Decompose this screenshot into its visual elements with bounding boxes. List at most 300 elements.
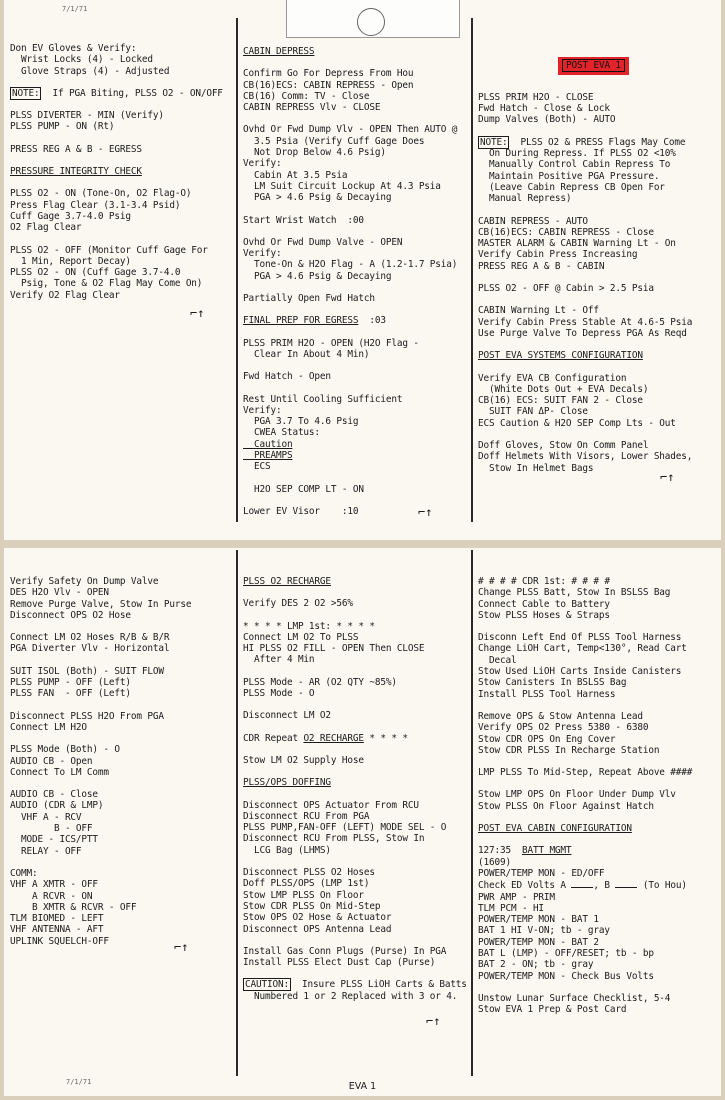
checklist-line	[478, 328, 717, 339]
checklist-text: PLSS O2 - ON (Tone-On, O2 Flag-O)	[10, 188, 192, 200]
checklist-line	[243, 755, 467, 766]
checklist-text: Stow Used LiOH Carts Inside Canisters	[478, 666, 682, 678]
line-gap	[478, 756, 717, 767]
checklist-line	[243, 293, 467, 304]
checklist-text: PRESS REG A & B - CABIN	[478, 260, 605, 272]
checklist-text: CB(16) Comm: TV - Close	[243, 90, 370, 102]
checklist-text: VHF ANTENNA - AFT	[10, 924, 104, 936]
checklist-line	[478, 261, 717, 272]
checklist-text: (Leave Cabin Repress CB Open For	[478, 181, 665, 193]
checklist-text: Cuff Gage 3.7-4.0 Psig	[10, 210, 131, 222]
checklist-line	[243, 461, 467, 472]
checklist-line	[243, 192, 467, 203]
checklist-line	[10, 924, 232, 935]
line-gap	[10, 155, 232, 166]
checklist-text: CWEA Status:	[243, 427, 320, 439]
checklist-line	[243, 102, 467, 113]
checklist-line	[10, 834, 232, 845]
top-column-2	[237, 0, 471, 540]
checklist-text: VHF A - RCV	[10, 811, 82, 823]
checklist-text: Verify:	[243, 248, 282, 260]
checklist-line	[243, 878, 467, 889]
line-gap	[243, 789, 467, 800]
checklist-text: PGA > 4.6 Psig & Decaying	[243, 270, 392, 282]
checklist-line	[243, 450, 467, 461]
checklist-line	[243, 598, 467, 609]
checklist-text: Partially Open Fwd Hatch	[243, 293, 375, 305]
checklist-text: Verify DES 2 O2 >56%	[243, 598, 353, 610]
checklist-text: POST EVA SYSTEMS CONFIGURATION	[478, 350, 643, 362]
checklist-line	[478, 857, 717, 868]
blank-field	[615, 879, 637, 888]
checklist-line	[478, 959, 717, 970]
checklist-line	[243, 890, 467, 901]
checklist-text: MASTER ALARM & CABIN Warning Lt - On	[478, 238, 676, 250]
line-gap	[243, 610, 467, 621]
checklist-line	[10, 846, 232, 857]
checklist-text: POWER/TEMP MON - Check Bus Volts	[478, 970, 654, 982]
line-gap	[478, 339, 717, 350]
checklist-text: Verify O2 Flag Clear	[10, 289, 120, 301]
checklist-text: PLSS O2 - OFF (Monitor Cuff Gage For	[10, 244, 208, 256]
date-mark: 7/1/71	[66, 1078, 92, 1086]
checklist-line	[243, 427, 467, 438]
bottom-column-3	[472, 548, 721, 1096]
checklist-line	[243, 811, 467, 822]
checklist-text: POWER/TEMP MON - ED/OFF	[478, 867, 605, 879]
checklist-line	[478, 418, 717, 429]
checklist-line	[10, 722, 232, 733]
line-gap	[10, 700, 232, 711]
checklist-line	[243, 822, 467, 833]
checklist-text: Doff Gloves, Stow On Comm Panel	[478, 440, 649, 452]
checklist-line	[243, 924, 467, 935]
checklist-text: Remove OPS & Stow Antenna Lead	[478, 710, 643, 722]
checklist-text: Connect Cable to Battery	[478, 598, 610, 610]
date-mark: 7/1/71	[62, 5, 88, 13]
checklist-line	[10, 677, 232, 688]
checklist-text: Fwd Hatch - Close & Lock	[478, 103, 610, 115]
checklist-line	[478, 103, 717, 114]
checklist-line	[10, 632, 232, 643]
bottom-column-1	[4, 548, 236, 1096]
checklist-line	[478, 914, 717, 925]
checklist-line	[478, 576, 717, 587]
checklist-line	[478, 587, 717, 598]
checklist-text: (1609)	[478, 856, 511, 868]
line-gap	[10, 857, 232, 868]
checklist-text: COMM:	[10, 867, 38, 879]
checklist-text: CABIN REPRESS - AUTO	[478, 215, 588, 227]
checklist-line	[478, 599, 717, 610]
checklist-line	[10, 868, 232, 879]
checklist-line	[243, 237, 467, 248]
checklist-text: (White Dots Out + EVA Decals)	[478, 383, 649, 395]
checklist-line	[478, 317, 717, 328]
checklist-line	[10, 54, 232, 65]
continue-arrow-icon: ⌐↑	[174, 940, 189, 954]
checklist-line	[478, 745, 717, 756]
line-gap	[243, 766, 467, 777]
checklist-text: AUDIO (CDR & LMP)	[10, 800, 104, 812]
checklist-text: VHF A XMTR - OFF	[10, 879, 98, 891]
checklist-text: Stow EVA 1 Prep & Post Card	[478, 1004, 627, 1016]
checklist-text: Manual Repress)	[478, 193, 572, 205]
checklist-text: Disconnect RCU From PGA	[243, 810, 370, 822]
checklist-line	[10, 222, 232, 233]
line-gap	[10, 177, 232, 188]
checklist-text: Fwd Hatch - Open	[243, 371, 331, 383]
post-eva-label: POST EVA 1	[558, 57, 629, 74]
checklist-line	[243, 484, 467, 495]
checklist-line	[243, 147, 467, 158]
checklist-line	[478, 451, 717, 462]
checklist-line	[243, 158, 467, 169]
continue-arrow-icon: ⌐↑	[418, 505, 433, 519]
checklist-text: Ovhd Or Fwd Dump Valve - OPEN	[243, 236, 403, 248]
checklist-line	[478, 137, 717, 148]
checklist-text: DES H2O Vlv - OPEN	[10, 587, 109, 599]
checklist-text: CABIN REPRESS Vlv - CLOSE	[243, 102, 381, 114]
line-gap	[10, 655, 232, 666]
checklist-text: PLSS O2 - OFF @ Cabin > 2.5 Psia	[478, 283, 654, 295]
checklist-line	[478, 406, 717, 417]
checklist-text: (To Hou)	[637, 880, 687, 892]
checklist-text: Stow CDR OPS On Eng Cover	[478, 733, 616, 745]
checklist-line	[10, 891, 232, 902]
checklist-text: FINAL PREP FOR EGRESS	[243, 315, 359, 327]
checklist-line	[243, 215, 467, 226]
checklist-line	[243, 439, 467, 450]
checklist-line	[478, 283, 717, 294]
checklist-line	[10, 188, 232, 199]
checklist-text: Manually Control Cabin Repress To	[478, 159, 671, 171]
checklist-line	[478, 159, 717, 170]
line-gap	[478, 429, 717, 440]
checklist-line	[478, 373, 717, 384]
checklist-line	[243, 946, 467, 957]
checklist-text: PLSS O2 - ON (Cuff Gage 3.7-4.0	[10, 267, 181, 279]
checklist-line	[478, 384, 717, 395]
checklist-text: AUDIO CB - Open	[10, 755, 93, 767]
checklist-line	[478, 971, 717, 982]
checklist-text: Disconnect OPS O2 Hose	[10, 609, 131, 621]
checklist-text: RELAY - OFF	[10, 845, 82, 857]
checklist-text: PLSS PUMP,FAN-OFF (LEFT) MODE SEL - O	[243, 822, 447, 834]
checklist-text: CDR Repeat	[243, 732, 304, 744]
checklist-line	[10, 121, 232, 132]
checklist-line	[243, 710, 467, 721]
checklist-text: Install PLSS Elect Dust Cap (Purse)	[243, 957, 436, 969]
line-gap	[478, 812, 717, 823]
checklist-text: CB(16)ECS: CABIN REPRESS - Close	[478, 226, 654, 238]
checklist-text: Stow LMP OPS On Floor Under Dump Vlv	[478, 789, 676, 801]
checklist-line	[10, 144, 232, 155]
checklist-line	[243, 654, 467, 665]
checklist-text: Change LiOH Cart, Temp<130°, Read Cart	[478, 643, 687, 655]
continue-arrow-icon: ⌐↑	[660, 470, 675, 484]
checklist-line	[10, 43, 232, 54]
checklist-line	[243, 912, 467, 923]
checklist-line	[243, 643, 467, 654]
checklist-text: LCG Bag (LHMS)	[243, 844, 331, 856]
checklist-line	[10, 576, 232, 587]
checklist-line	[243, 800, 467, 811]
checklist-line	[478, 879, 717, 891]
checklist-line	[478, 395, 717, 406]
checklist-line	[478, 868, 717, 879]
checklist-text: * * * * LMP 1st: * * * *	[243, 620, 375, 632]
checklist-line	[243, 80, 467, 91]
checklist-line	[10, 789, 232, 800]
line-gap	[243, 113, 467, 124]
checklist-text: SUIT ISOL (Both) - SUIT FLOW	[10, 665, 164, 677]
line-gap	[243, 744, 467, 755]
checklist-text: PLSS Mode (Both) - O	[10, 744, 120, 756]
checklist-text: Psig, Tone & O2 Flag May Come On)	[10, 278, 203, 290]
checklist-text: Insure PLSS LiOH Carts & Batts	[301, 979, 467, 991]
line-gap	[243, 473, 467, 484]
checklist-line	[10, 610, 232, 621]
checklist-line	[478, 171, 717, 182]
checklist-text: ECS	[243, 461, 271, 473]
line-gap	[478, 294, 717, 305]
checklist-text: Not Drop Below 4.6 Psig)	[243, 147, 386, 159]
checklist-text: PGA 3.7 To 4.6 Psig	[243, 416, 359, 428]
checklist-text: Lower EV Visor :10	[243, 505, 359, 517]
checklist-text: POWER/TEMP MON - BAT 2	[478, 936, 599, 948]
checklist-text: BAT L (LMP) - OFF/RESET; tb - bp	[478, 948, 654, 960]
checklist-line	[478, 216, 717, 227]
checklist-text: A RCVR - ON	[10, 890, 93, 902]
checklist-text: Change PLSS Batt, Stow In BSLSS Bag	[478, 587, 671, 599]
checklist-line	[243, 632, 467, 643]
checklist-text: PGA Diverter Vlv - Horizontal	[10, 643, 170, 655]
line-gap	[478, 834, 717, 845]
line-gap	[243, 699, 467, 710]
checklist-text: Stow CDR PLSS In Recharge Station	[478, 744, 660, 756]
checklist-text: Verify Safety On Dump Valve	[10, 576, 159, 587]
checklist-text: Disconnect LM O2	[243, 710, 331, 722]
note-label: CAUTION:	[245, 979, 289, 991]
checklist-text: O2 Flag Clear	[10, 222, 82, 234]
blank-field	[571, 879, 593, 888]
checklist-line	[478, 903, 717, 914]
line-gap	[10, 234, 232, 245]
checklist-text: MODE - ICS/PTT	[10, 834, 98, 846]
note-label: NOTE:	[12, 87, 40, 99]
checklist-text: Doff Helmets With Visors, Lower Shades,	[478, 451, 693, 463]
line-gap	[10, 133, 232, 144]
checklist-line	[10, 688, 232, 699]
checklist-line	[478, 1004, 717, 1015]
checklist-text: POWER/TEMP MON - BAT 1	[478, 914, 599, 926]
line-gap	[243, 327, 467, 338]
checklist-text: Stow CDR PLSS On Mid-Step	[243, 900, 381, 912]
checklist-line	[243, 677, 467, 688]
top-column-1	[4, 0, 236, 540]
checklist-text: Confirm Go For Depress From Hou	[243, 68, 414, 80]
checklist-line	[478, 92, 717, 103]
checklist-line	[243, 271, 467, 282]
line-gap	[10, 621, 232, 632]
checklist-text: Verify OPS O2 Press 5380 - 6380	[478, 722, 649, 734]
checklist-text: CB(16) ECS: SUIT FAN 2 - Close	[478, 395, 643, 407]
checklist-text: Verify Cabin Press Stable At 4.6-5 Psia	[478, 316, 693, 328]
checklist-line	[10, 800, 232, 811]
checklist-line	[243, 777, 467, 788]
checklist-text: PLSS O2 RECHARGE	[243, 576, 331, 587]
checklist-line	[478, 767, 717, 778]
checklist-line	[478, 114, 717, 125]
note-label: NOTE:	[480, 136, 508, 148]
checklist-text: BAT 2 - ON; tb - gray	[478, 959, 594, 971]
line-gap	[243, 226, 467, 237]
line-gap	[243, 722, 467, 733]
checklist-text: PLSS PRIM H2O - CLOSE	[478, 91, 594, 103]
checklist-line	[478, 666, 717, 677]
line-gap	[243, 204, 467, 215]
checklist-line	[243, 991, 467, 1002]
checklist-line	[10, 290, 232, 301]
checklist-text: Unstow Lunar Surface Checklist, 5-4	[478, 992, 671, 1004]
checklist-line	[10, 166, 232, 177]
checklist-line	[10, 902, 232, 913]
checklist-text: Verify:	[243, 158, 282, 170]
checklist-line	[10, 267, 232, 278]
checklist-text: Clear In About 4 Min)	[243, 348, 370, 360]
checklist-text: Remove Purge Valve, Stow In Purse	[10, 598, 192, 610]
checklist-text: Start Wrist Watch :00	[243, 214, 364, 226]
checklist-text: Glove Straps (4) - Adjusted	[10, 65, 170, 77]
checklist-line	[243, 338, 467, 349]
checklist-text: 1 Min, Report Decay)	[10, 255, 131, 267]
checklist-line	[243, 621, 467, 632]
checklist-line	[10, 66, 232, 77]
checklist-text: Ovhd Or Fwd Dump Vlv - OPEN Then AUTO @	[243, 124, 458, 136]
checklist-text: PREAMPS	[243, 450, 293, 462]
checklist-text: Rest Until Cooling Sufficient	[243, 393, 403, 405]
checklist-line	[243, 506, 467, 517]
checklist-text: PRESS REG A & B - EGRESS	[10, 143, 142, 155]
line-gap	[10, 733, 232, 744]
checklist-line	[478, 892, 717, 903]
checklist-text: Disconnect OPS Actuator From RCU	[243, 799, 419, 811]
checklist-line	[10, 200, 232, 211]
line-gap	[10, 99, 232, 110]
section-heading: O2 RECHARGE	[303, 732, 364, 744]
line-gap	[478, 621, 717, 632]
checklist-line	[10, 587, 232, 598]
checklist-line	[478, 937, 717, 948]
checklist-line	[243, 405, 467, 416]
checklist-line	[10, 936, 232, 947]
line-gap	[243, 304, 467, 315]
checklist-line	[478, 925, 717, 936]
checklist-line	[478, 632, 717, 643]
checklist-text: H2O SEP COMP LT - ON	[243, 483, 364, 495]
checklist-line	[10, 211, 232, 222]
checklist-text: 127:35	[478, 845, 522, 857]
continue-arrow-icon: ⌐↑	[190, 306, 205, 320]
checklist-line	[478, 249, 717, 260]
checklist-text: PLSS PUMP - ON (Rt)	[10, 121, 115, 133]
checklist-text: Stow PLSS On Floor Against Hatch	[478, 800, 654, 812]
checklist-line	[243, 416, 467, 427]
line-gap	[243, 57, 467, 68]
checklist-line	[243, 576, 467, 587]
checklist-line	[478, 823, 717, 834]
checklist-text: Stow PLSS Hoses & Straps	[478, 609, 610, 621]
checklist-text: Verify Cabin Press Increasing	[478, 249, 638, 261]
checklist-line	[243, 136, 467, 147]
checklist-line	[243, 181, 467, 192]
checklist-line	[478, 182, 717, 193]
checklist-text: Install Gas Conn Plugs (Purse) In PGA	[243, 945, 447, 957]
checklist-line	[478, 350, 717, 361]
checklist-text: 3.5 Psia (Verify Cuff Gage Does	[243, 135, 425, 147]
checklist-text: Tone-On & H2O Flag - A (1.2-1.7 Psia)	[243, 259, 458, 271]
checklist-text: After 4 Min	[243, 654, 315, 666]
checklist-text: PGA > 4.6 Psig & Decaying	[243, 192, 392, 204]
checklist-line	[243, 733, 467, 744]
checklist-line	[478, 734, 717, 745]
checklist-text: If PGA Biting, PLSS O2 - ON/OFF	[52, 87, 223, 99]
top-column-3	[472, 0, 721, 540]
checklist-suffix: * * * *	[363, 732, 408, 744]
checklist-text: Connect LM O2 To PLSS	[243, 631, 359, 643]
checklist-line	[243, 979, 467, 990]
checklist-text: Verify:	[243, 404, 282, 416]
checklist-text: Install PLSS Tool Harness	[478, 688, 616, 700]
checklist-text: Check ED Volts A	[478, 880, 572, 892]
line-gap	[478, 205, 717, 216]
checklist-line	[478, 677, 717, 688]
checklist-line	[478, 610, 717, 621]
checklist-line	[478, 238, 717, 249]
checklist-line	[10, 643, 232, 654]
checklist-line	[243, 68, 467, 79]
line-gap	[478, 778, 717, 789]
line-gap	[243, 935, 467, 946]
line-gap	[243, 282, 467, 293]
line-gap	[243, 360, 467, 371]
checklist-line	[10, 88, 232, 99]
line-gap	[243, 383, 467, 394]
checklist-line	[243, 371, 467, 382]
checklist-text: Connect LM O2 Hoses R/B & B/R	[10, 632, 170, 644]
checklist-text: # # # # CDR 1st: # # # #	[478, 576, 610, 587]
checklist-line	[10, 245, 232, 256]
checklist-line	[243, 170, 467, 181]
line-gap	[478, 126, 717, 137]
checklist-line	[10, 756, 232, 767]
checklist-text: Stow LMP PLSS On Floor	[243, 889, 364, 901]
checklist-text: Numbered 1 or 2 Replaced with 3 or 4.	[243, 990, 458, 1002]
line-gap	[243, 666, 467, 677]
checklist-page-bottom	[4, 548, 721, 1096]
checklist-line	[478, 711, 717, 722]
checklist-line	[10, 278, 232, 289]
checklist-line	[478, 463, 717, 474]
line-gap	[478, 982, 717, 993]
checklist-line	[10, 744, 232, 755]
checklist-text: PLSS PRIM H2O - OPEN (H2O Flag -	[243, 337, 419, 349]
checklist-line	[478, 305, 717, 316]
checklist-text: Caution	[243, 438, 293, 450]
checklist-text: B - OFF	[10, 823, 93, 835]
checklist-text: PLSS FAN - OFF (Left)	[10, 688, 131, 700]
